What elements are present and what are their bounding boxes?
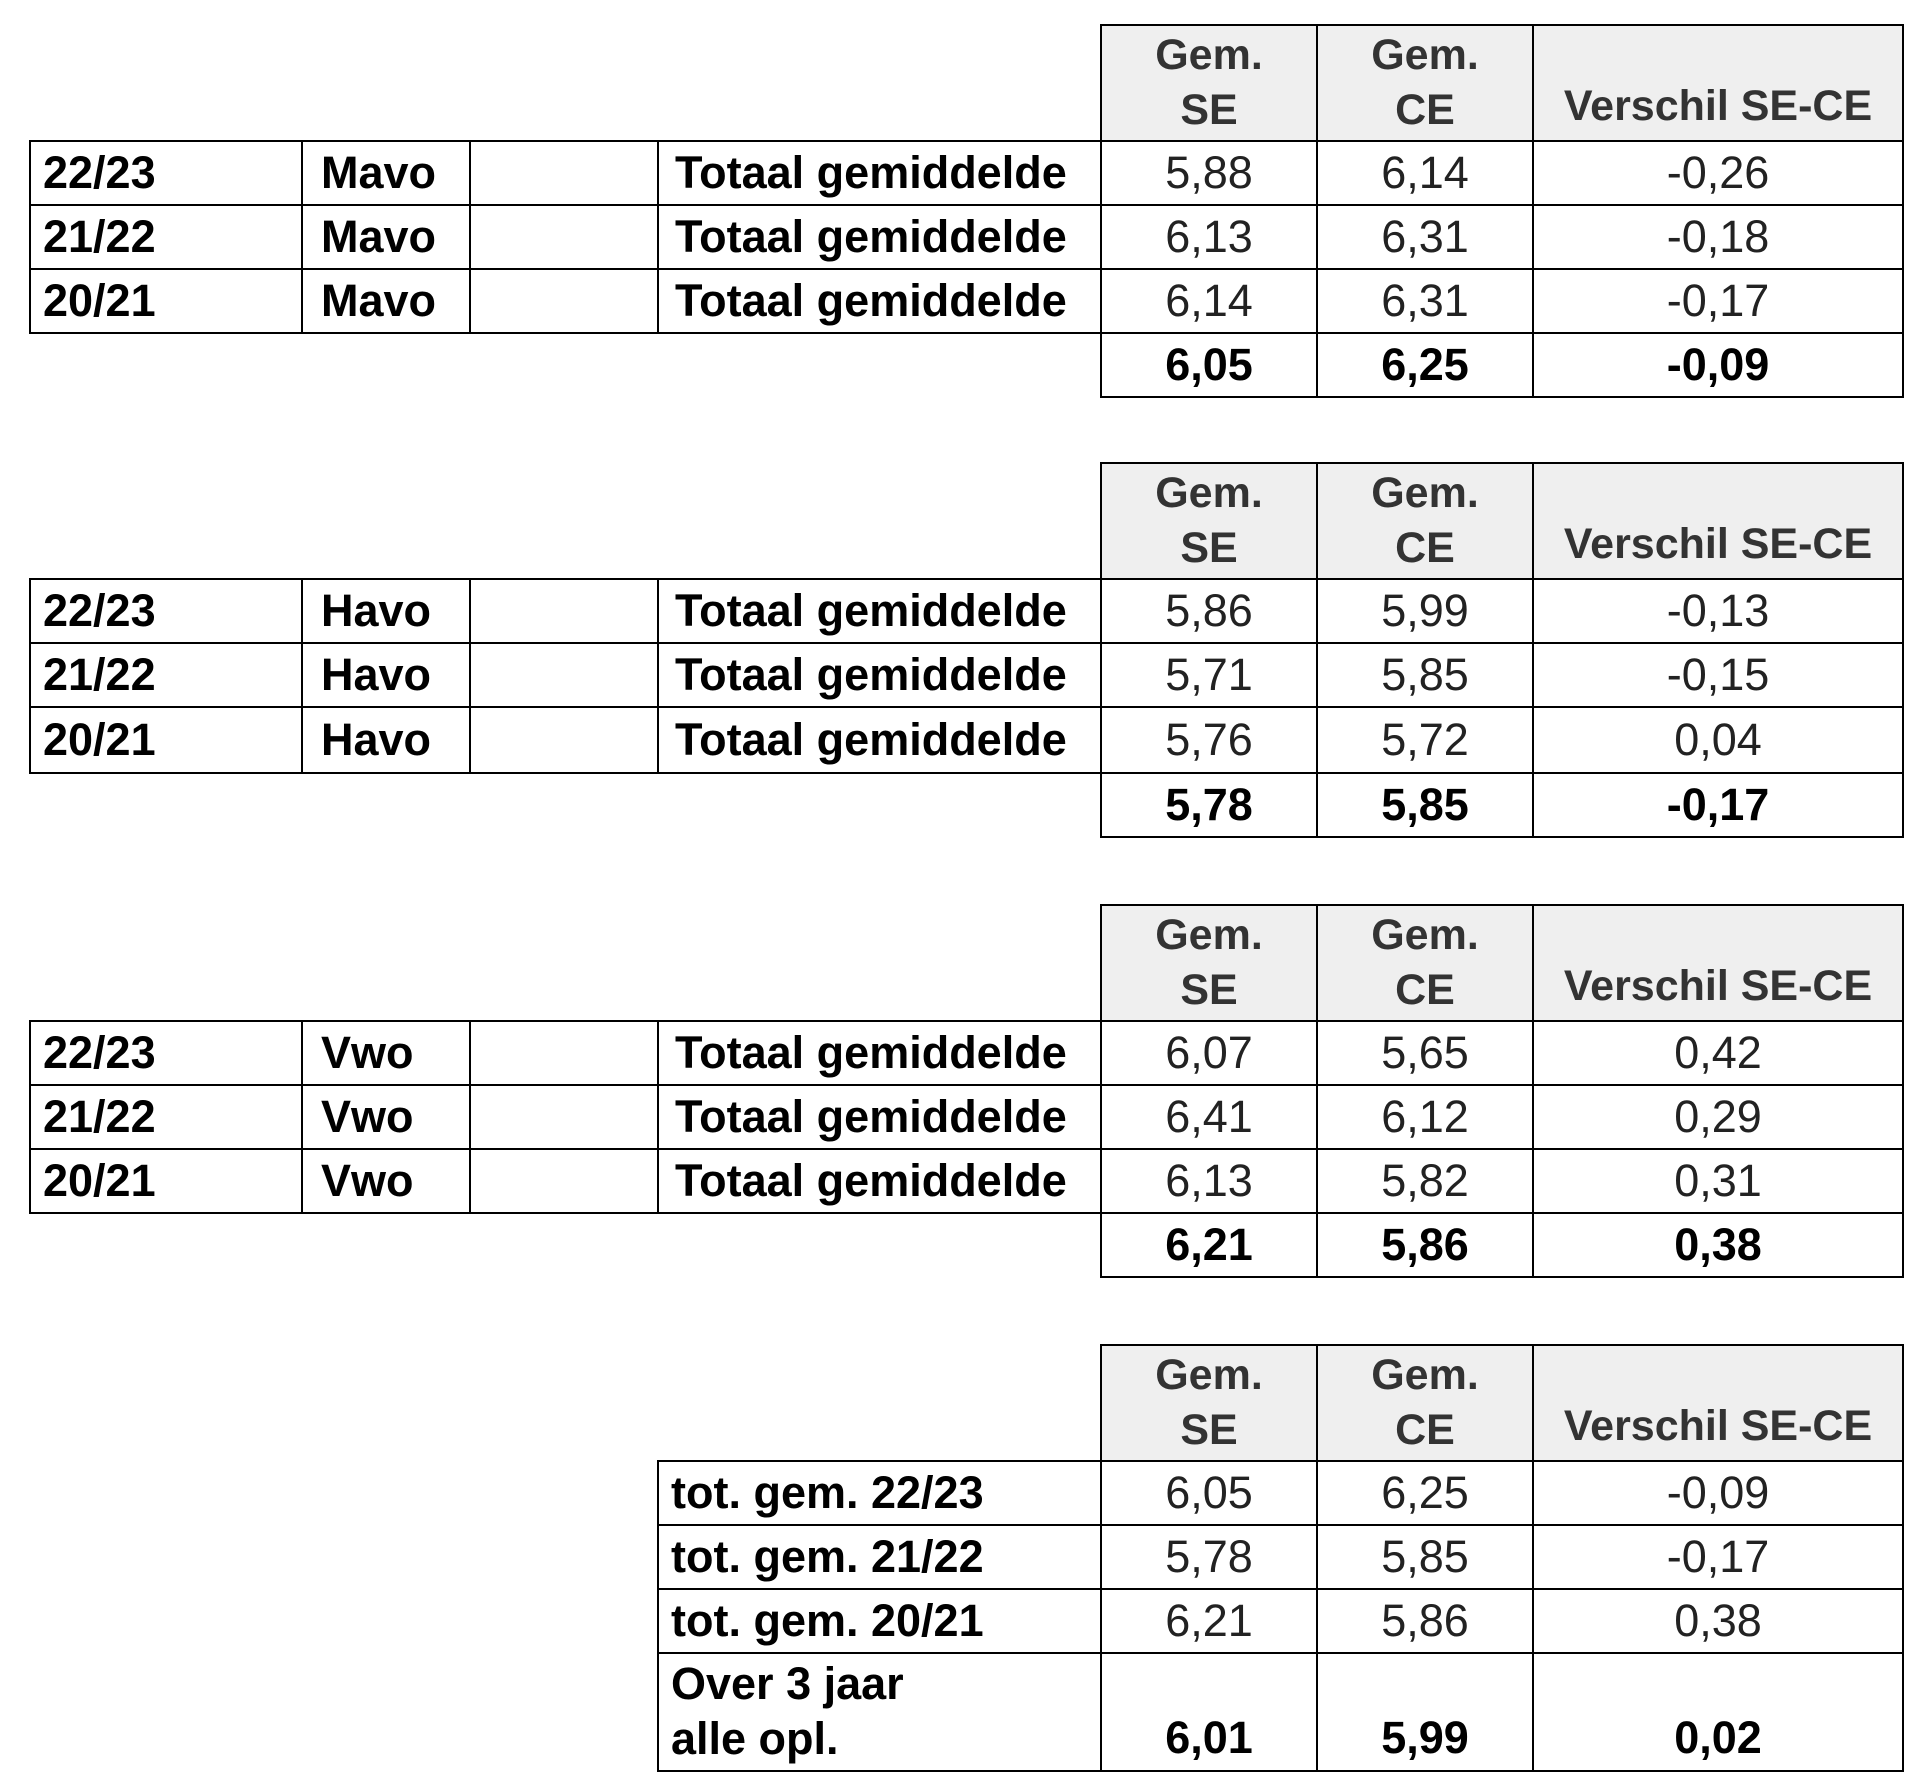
ce-cell: 5,82 <box>1316 1148 1534 1214</box>
level-cell: Mavo <box>301 268 471 334</box>
year-cell: 20/21 <box>29 1148 303 1214</box>
diff-cell: -0,17 <box>1532 268 1904 334</box>
label-cell: Totaal gemiddelde <box>657 204 1102 270</box>
total-ce-cell: 5,85 <box>1316 772 1534 838</box>
label-cell: Totaal gemiddelde <box>657 1020 1102 1086</box>
diff-cell: 0,04 <box>1532 706 1904 774</box>
level-cell: Mavo <box>301 204 471 270</box>
label-cell: tot. gem. 22/23 <box>657 1460 1102 1526</box>
se-cell: 5,76 <box>1100 706 1318 774</box>
header-verschil: Verschil SE-CE <box>1532 462 1904 580</box>
label-cell: tot. gem. 21/22 <box>657 1524 1102 1590</box>
diff-cell: -0,26 <box>1532 140 1904 206</box>
level-cell: Vwo <box>301 1148 471 1214</box>
label-cell: Totaal gemiddelde <box>657 578 1102 644</box>
total-se-cell: 6,21 <box>1100 1212 1318 1278</box>
header-verschil: Verschil SE-CE <box>1532 24 1904 142</box>
empty-cell <box>469 642 659 708</box>
label-cell: Totaal gemiddelde <box>657 268 1102 334</box>
se-cell: 5,71 <box>1100 642 1318 708</box>
total-diff-cell: 0,38 <box>1532 1212 1904 1278</box>
se-cell: 6,05 <box>1100 1460 1318 1526</box>
level-cell: Vwo <box>301 1084 471 1150</box>
ce-cell: 6,25 <box>1316 1460 1534 1526</box>
empty-cell <box>469 268 659 334</box>
level-cell: Mavo <box>301 140 471 206</box>
ce-cell: 5,86 <box>1316 1588 1534 1654</box>
empty-cell <box>469 204 659 270</box>
year-cell: 22/23 <box>29 140 303 206</box>
havo-table <box>0 440 1920 860</box>
header-gem-ce: Gem. CE <box>1316 462 1534 580</box>
se-cell: 6,14 <box>1100 268 1318 334</box>
label-cell: Totaal gemiddelde <box>657 140 1102 206</box>
diff-cell: 0,42 <box>1532 1020 1904 1086</box>
se-cell: 6,13 <box>1100 1148 1318 1214</box>
se-cell: 5,86 <box>1100 578 1318 644</box>
se-cell: 6,41 <box>1100 1084 1318 1150</box>
header-gem-ce: Gem. CE <box>1316 1344 1534 1462</box>
ce-cell: 5,65 <box>1316 1020 1534 1086</box>
label-cell: tot. gem. 20/21 <box>657 1588 1102 1654</box>
total-ce-cell: 6,25 <box>1316 332 1534 398</box>
ce-cell: 5,85 <box>1316 642 1534 708</box>
label-cell: Totaal gemiddelde <box>657 706 1102 774</box>
summary-table <box>0 1322 1920 1782</box>
se-cell: 6,21 <box>1100 1588 1318 1654</box>
label-cell: Totaal gemiddelde <box>657 642 1102 708</box>
ce-cell: 6,31 <box>1316 268 1534 334</box>
year-cell: 20/21 <box>29 706 303 774</box>
diff-cell: -0,15 <box>1532 642 1904 708</box>
empty-cell <box>469 140 659 206</box>
diff-cell: -0,18 <box>1532 204 1904 270</box>
diff-cell: 0,31 <box>1532 1148 1904 1214</box>
header-verschil: Verschil SE-CE <box>1532 1344 1904 1462</box>
header-gem-ce: Gem. CE <box>1316 904 1534 1022</box>
ce-cell: 6,14 <box>1316 140 1534 206</box>
year-cell: 21/22 <box>29 204 303 270</box>
empty-cell <box>469 706 659 774</box>
total-se-cell: 6,05 <box>1100 332 1318 398</box>
level-cell: Havo <box>301 578 471 644</box>
se-cell: 6,07 <box>1100 1020 1318 1086</box>
se-cell: 6,13 <box>1100 204 1318 270</box>
ce-cell: 5,72 <box>1316 706 1534 774</box>
se-cell: 5,78 <box>1100 1524 1318 1590</box>
header-gem-se: Gem. SE <box>1100 462 1318 580</box>
year-cell: 20/21 <box>29 268 303 334</box>
diff-cell: -0,09 <box>1532 1460 1904 1526</box>
year-cell: 21/22 <box>29 642 303 708</box>
ce-cell: 6,12 <box>1316 1084 1534 1150</box>
header-gem-se: Gem. SE <box>1100 1344 1318 1462</box>
header-gem-ce: Gem. CE <box>1316 24 1534 142</box>
se-cell: 5,88 <box>1100 140 1318 206</box>
year-cell: 21/22 <box>29 1084 303 1150</box>
vwo-table <box>0 882 1920 1302</box>
level-cell: Vwo <box>301 1020 471 1086</box>
ce-cell: 5,99 <box>1316 578 1534 644</box>
empty-cell <box>469 578 659 644</box>
header-gem-se: Gem. SE <box>1100 904 1318 1022</box>
overall-diff-cell: 0,02 <box>1532 1652 1904 1772</box>
level-cell: Havo <box>301 706 471 774</box>
overall-label-cell: Over 3 jaar alle opl. <box>657 1652 1102 1772</box>
header-gem-se: Gem. SE <box>1100 24 1318 142</box>
year-cell: 22/23 <box>29 578 303 644</box>
ce-cell: 5,85 <box>1316 1524 1534 1590</box>
label-cell: Totaal gemiddelde <box>657 1148 1102 1214</box>
empty-cell <box>469 1148 659 1214</box>
total-diff-cell: -0,17 <box>1532 772 1904 838</box>
year-cell: 22/23 <box>29 1020 303 1086</box>
total-ce-cell: 5,86 <box>1316 1212 1534 1278</box>
label-cell: Totaal gemiddelde <box>657 1084 1102 1150</box>
empty-cell <box>469 1084 659 1150</box>
diff-cell: 0,29 <box>1532 1084 1904 1150</box>
header-verschil: Verschil SE-CE <box>1532 904 1904 1022</box>
diff-cell: 0,38 <box>1532 1588 1904 1654</box>
mavo-table <box>0 0 1920 420</box>
overall-ce-cell: 5,99 <box>1316 1652 1534 1772</box>
ce-cell: 6,31 <box>1316 204 1534 270</box>
total-diff-cell: -0,09 <box>1532 332 1904 398</box>
overall-se-cell: 6,01 <box>1100 1652 1318 1772</box>
level-cell: Havo <box>301 642 471 708</box>
diff-cell: -0,13 <box>1532 578 1904 644</box>
empty-cell <box>469 1020 659 1086</box>
total-se-cell: 5,78 <box>1100 772 1318 838</box>
diff-cell: -0,17 <box>1532 1524 1904 1590</box>
